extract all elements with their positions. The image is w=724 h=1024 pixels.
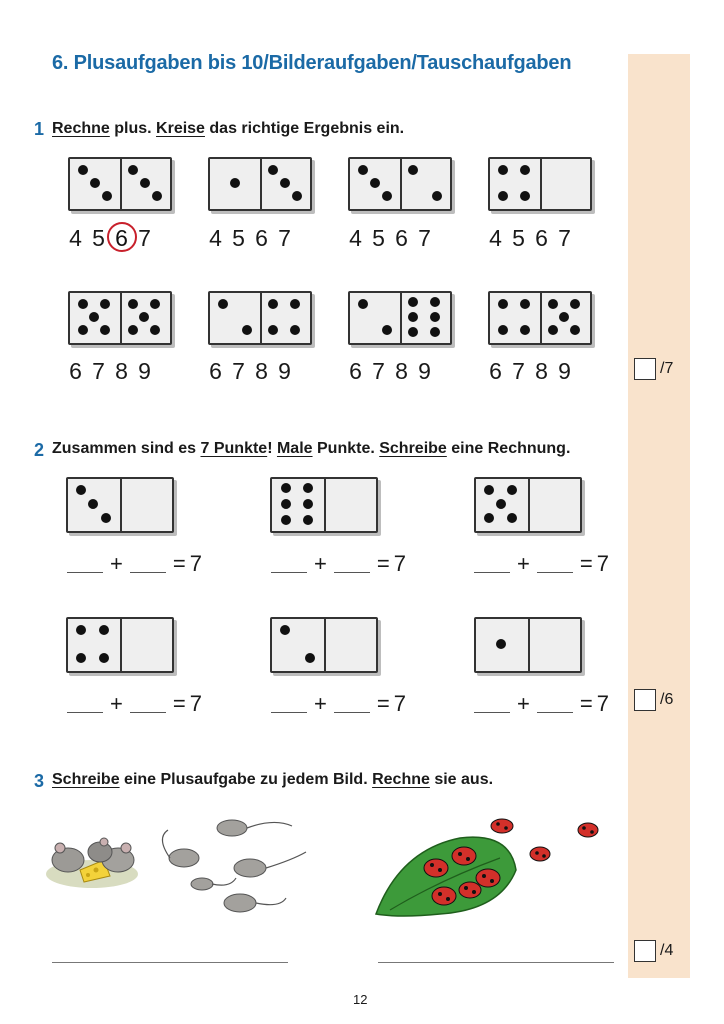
score-checkbox[interactable] [634,689,656,711]
task-2-number: 2 [34,440,45,460]
domino [68,291,172,345]
task-1-text: plus. [109,120,157,137]
choice[interactable]: 9 [138,358,151,384]
choice[interactable]: 7 [512,358,525,384]
domino [208,157,312,211]
choice[interactable]: 5 [92,225,105,251]
plus-sign: + [517,551,530,576]
choice[interactable]: 5 [232,225,245,251]
task-2-instruction [52,440,570,458]
ladybugs-illustration [370,810,610,928]
blank-input[interactable] [271,571,307,573]
task-2-word-male: Male [276,440,313,457]
domino [68,157,172,211]
task-3-word-schreibe: Schreibe [52,771,120,788]
task-1-text: das richtige Ergebnis ein. [204,120,405,137]
choice[interactable]: 7 [558,225,571,251]
choice[interactable]: 7 [418,225,431,251]
blank-input[interactable] [67,571,103,573]
domino [66,477,174,533]
choice[interactable]: 9 [278,358,291,384]
answer-line[interactable] [52,962,288,963]
answer-choices [484,225,576,252]
choice[interactable]: 5 [512,225,525,251]
choice[interactable]: 8 [115,358,128,384]
equals-sign: = [579,691,593,716]
answer-choices [64,358,156,385]
plus-sign: + [517,691,530,716]
domino [270,477,378,533]
equation [471,691,609,717]
task-1-instruction [52,120,404,138]
equals-sign: = [376,691,390,716]
answer-choices [344,358,436,385]
choice[interactable]: 6 [489,358,502,384]
choice[interactable]: 5 [372,225,385,251]
answer-choices [344,225,436,252]
task-2-word-punkte: 7 Punkte [200,440,268,457]
score-sidebar [628,54,690,978]
domino [208,291,312,345]
equation [64,551,202,577]
task-1-number: 1 [34,119,45,139]
blank-input[interactable] [67,711,103,713]
empty-domino-half[interactable] [120,479,172,531]
score-checkbox[interactable] [634,940,656,962]
task-3-instruction [52,771,493,789]
task-2-text: Punkte. [312,440,380,457]
choice[interactable]: 7 [278,225,291,251]
equation [268,551,406,577]
choice[interactable]: 6 [349,358,362,384]
blank-input[interactable] [130,711,166,713]
choice[interactable]: 4 [69,225,82,251]
choice[interactable]: 6 [535,225,548,251]
task-1-word-kreise: Kreise [156,120,205,137]
choice[interactable]: 9 [418,358,431,384]
domino [66,617,174,673]
equals-sign: = [579,551,593,576]
answer-choices [204,225,296,252]
blank-input[interactable] [334,711,370,713]
equals-sign: = [376,551,390,576]
choice[interactable]: 4 [209,225,222,251]
score-checkbox[interactable] [634,358,656,380]
equation [471,551,609,577]
plus-sign: + [110,551,123,576]
result: 7 [596,691,609,716]
blank-input[interactable] [537,571,573,573]
blank-input[interactable] [130,571,166,573]
task-3-word-rechne: Rechne [372,771,430,788]
equation [268,691,406,717]
result: 7 [393,551,406,576]
choice[interactable]: 9 [558,358,571,384]
result: 7 [189,691,202,716]
choice[interactable]: 8 [535,358,548,384]
result: 7 [596,551,609,576]
page-number: 12 [353,992,368,1007]
empty-domino-half[interactable] [528,619,580,671]
choice[interactable]: 6 [209,358,222,384]
task-1-word-rechne: Rechne [52,120,110,137]
choice[interactable]: 7 [138,225,151,251]
choice[interactable]: 7 [372,358,385,384]
choice[interactable]: 7 [232,358,245,384]
task-2-word-schreibe: Schreibe [379,440,447,457]
task-2-text: ! [267,440,277,457]
domino [488,157,592,211]
domino [348,291,452,345]
domino [474,477,582,533]
task-3-text: sie aus. [429,771,494,788]
choice[interactable]: 8 [255,358,268,384]
choice[interactable]: 4 [349,225,362,251]
domino [270,617,378,673]
task-2-text: Zusammen sind es [52,440,201,457]
domino [474,617,582,673]
plus-sign: + [110,691,123,716]
blank-input[interactable] [474,571,510,573]
plus-sign: + [314,691,327,716]
score-label: /6 [660,691,674,708]
choice[interactable]: 4 [489,225,502,251]
blank-input[interactable] [334,571,370,573]
choice[interactable]: 6 [255,225,268,251]
blank-input[interactable] [271,711,307,713]
choice[interactable]: 6 [395,225,408,251]
empty-domino-half[interactable] [324,619,376,671]
score-label: /7 [660,360,674,377]
choice-circled[interactable]: 6 [110,225,133,252]
empty-domino-half[interactable] [120,619,172,671]
result: 7 [393,691,406,716]
task-3-number: 3 [34,771,45,791]
plus-sign: + [314,551,327,576]
empty-domino-half[interactable] [324,479,376,531]
blank-input[interactable] [537,711,573,713]
answer-choices [484,358,576,385]
equals-sign: = [172,691,186,716]
choice[interactable]: 7 [92,358,105,384]
page-title: 6. Plusaufgaben bis 10/Bilderaufgaben/Tauschaufgaben [52,52,572,74]
empty-domino-half[interactable] [528,479,580,531]
mice-illustration [44,808,314,928]
answer-choices [204,358,296,385]
choice[interactable]: 8 [395,358,408,384]
domino [348,157,452,211]
score-label: /4 [660,942,674,959]
equation [64,691,202,717]
domino [488,291,592,345]
choice[interactable]: 6 [69,358,82,384]
blank-input[interactable] [474,711,510,713]
equals-sign: = [172,551,186,576]
result: 7 [189,551,202,576]
answer-line[interactable] [378,962,614,963]
answer-choices [64,225,156,252]
task-2-text: eine Rechnung. [446,440,571,457]
task-3-text: eine Plusaufgabe zu jedem Bild. [119,771,373,788]
